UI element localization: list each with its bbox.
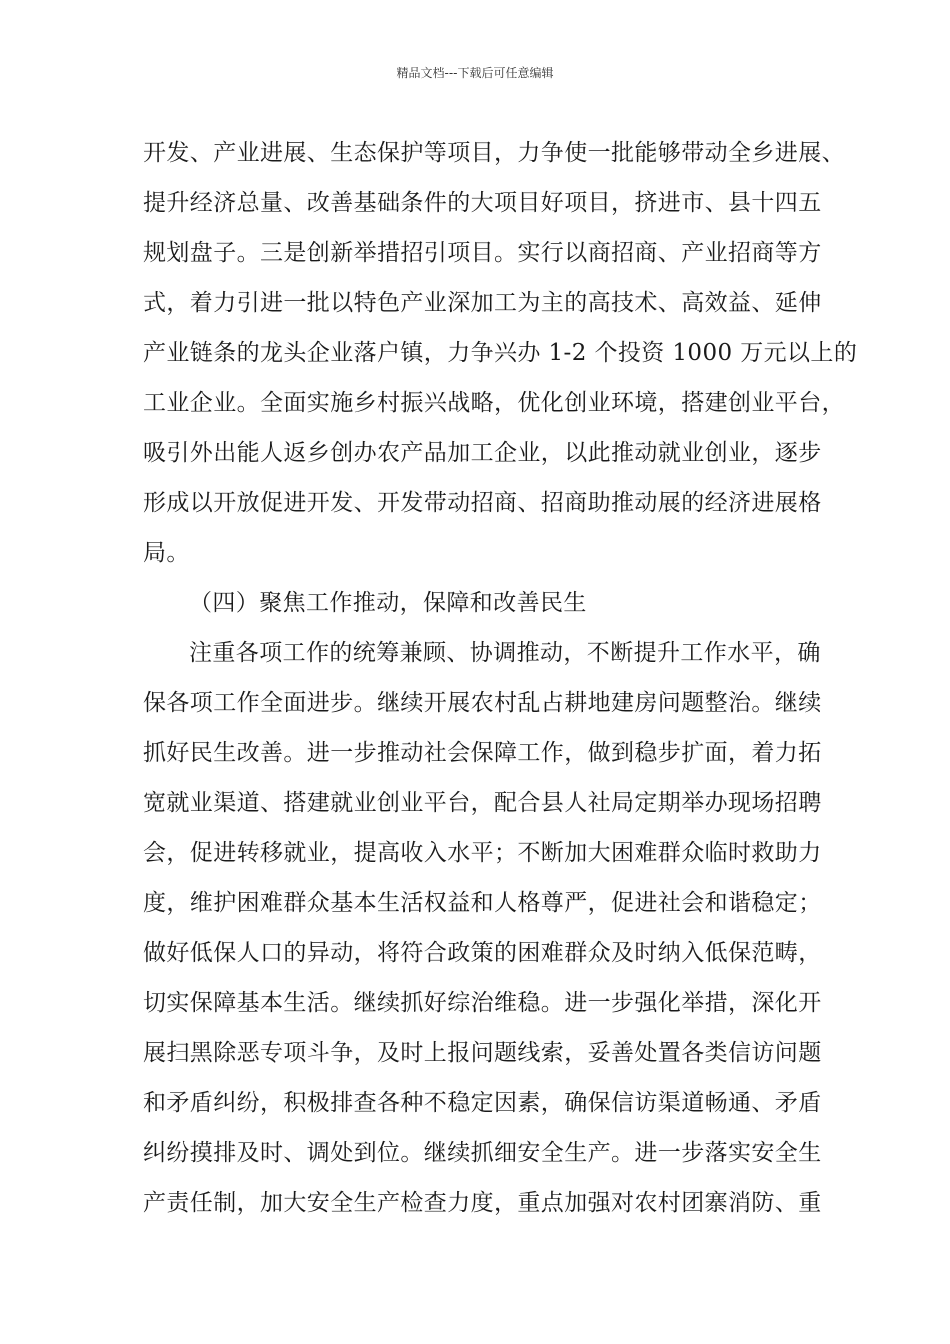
- text-line: 和矛盾纠纷，积极排查各种不稳定因素，确保信访渠道畅通、矛盾: [143, 1090, 822, 1116]
- text-line: 纠纷摸排及时、调处到位。继续抓细安全生产。进一步落实安全生: [143, 1140, 822, 1166]
- text-line: 度，维护困难群众基本生活权益和人格尊严，促进社会和谐稳定；: [143, 890, 822, 916]
- text-line: 会，促进转移就业，提高收入水平；不断加大困难群众临时救助力: [143, 840, 822, 866]
- text-line: 提升经济总量、改善基础条件的大项目好项目，挤进市、县十四五: [143, 190, 822, 216]
- text-line: 做好低保人口的异动，将符合政策的困难群众及时纳入低保范畴，: [143, 940, 822, 966]
- text-line: 形成以开放促进开发、开发带动招商、招商助推动展的经济进展格: [143, 490, 822, 516]
- text-line: 产责任制，加大安全生产检查力度，重点加强对农村团寨消防、重: [143, 1190, 822, 1216]
- text-line: 开发、产业进展、生态保护等项目，力争使一批能够带动全乡进展、: [143, 140, 845, 166]
- text-line: 抓好民生改善。进一步推动社会保障工作，做到稳步扩面，着力拓: [143, 740, 822, 766]
- document-body: [143, 128, 858, 1228]
- text-line: 宽就业渠道、搭建就业创业平台，配合县人社局定期举办现场招聘: [143, 790, 822, 816]
- section-heading: （四）聚焦工作推动，保障和改善民生: [189, 590, 587, 616]
- text-line: 局。: [143, 540, 190, 566]
- text-line: 切实保障基本生活。继续抓好综治维稳。进一步强化举措，深化开: [143, 990, 822, 1016]
- paragraph-first-line: 注重各项工作的统筹兼顾、协调推动，不断提升工作水平，确: [189, 640, 821, 666]
- text-line: 规划盘子。三是创新举措招引项目。实行以商招商、产业招商等方: [143, 240, 822, 266]
- text-line: 工业企业。全面实施乡村振兴战略，优化创业环境，搭建创业平台，: [143, 390, 845, 416]
- text-line: 式，着力引进一批以特色产业深加工为主的高技术、高效益、延伸: [143, 290, 822, 316]
- text-line: 展扫黑除恶专项斗争，及时上报问题线索，妥善处置各类信访问题: [143, 1040, 822, 1066]
- page-header: 精品文档---下载后可任意编辑: [396, 66, 554, 80]
- text-line: 产业链条的龙头企业落户镇，力争兴办 1-2 个投资 1000 万元以上的: [143, 340, 858, 366]
- text-line: 保各项工作全面进步。继续开展农村乱占耕地建房问题整治。继续: [143, 690, 822, 716]
- text-line: 吸引外出能人返乡创办农产品加工企业，以此推动就业创业，逐步: [143, 440, 822, 466]
